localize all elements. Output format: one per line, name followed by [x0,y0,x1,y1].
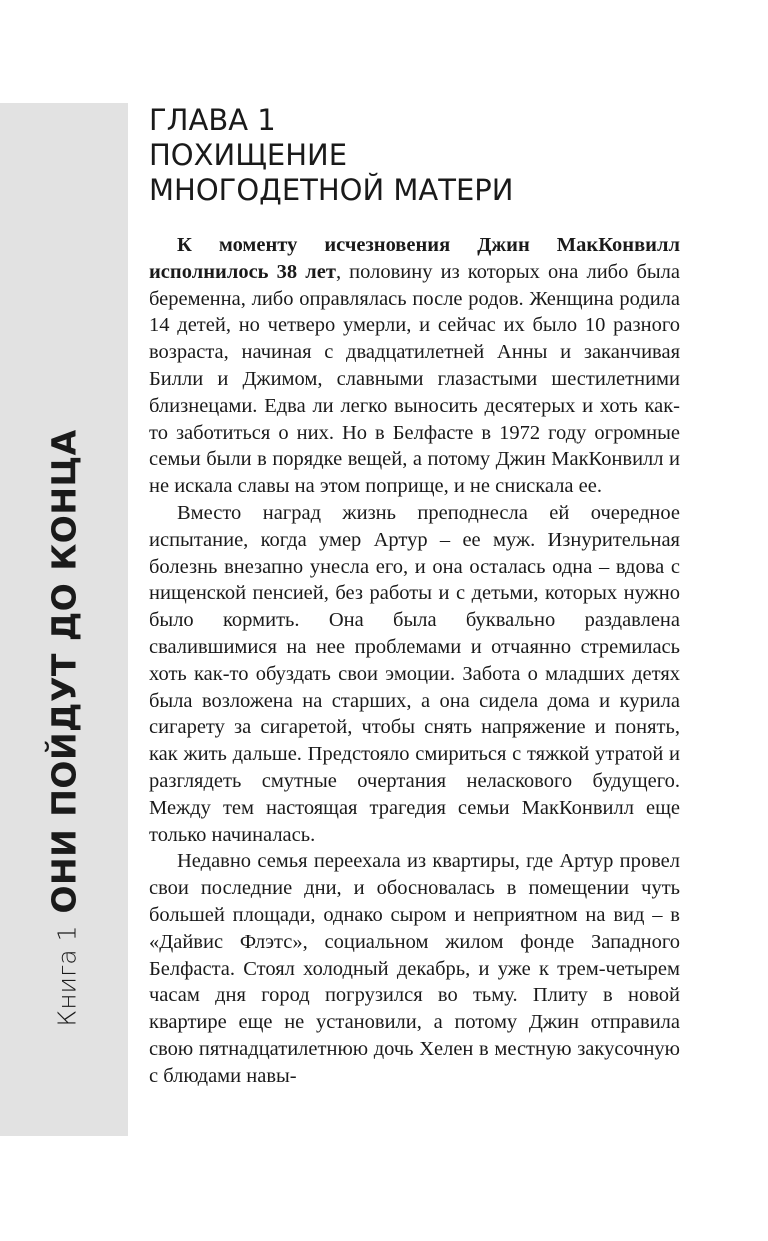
book-series-title: ОНИ ПОЙДУТ ДО КОНЦА [44,429,84,914]
paragraph [149,500,680,848]
book-sidebar [0,103,128,1136]
chapter-title-line-1: ПОХИЩЕНИЕ [149,138,348,172]
chapter-body [149,232,680,1090]
chapter-number: ГЛАВА 1 [149,103,276,137]
paragraph-text: , половину из которых она либо была беременна, либо оправлялась после родов. Женщина родила 14 детей, но четверо умерли, и сейчас их было 10 разного возраста, начиная с двадцатилетней Анны и заканчивая Билли и Джимом, славными глазастыми шестилетними близнецами. Едва ли легко выносить десятерых и хоть как-то заботиться о них. Но в Белфасте в 1972 году огромные семьи были в порядке вещей, а потому Джин МакКонвилл и не искала славы на этом поприще, и не снискала ее. [149,260,681,498]
paragraph [149,848,680,1089]
paragraph-text: Вместо наград жизнь преподнесла ей очередное испытание, когда умер Артур – ее муж. Изнурительная болезнь внезапно унесла его, и она осталась одна – вдова с нищенской пенсией, без работы и с детьми, которых нужно было кормить. Она была буквально раздавлена свалившимися на нее проблемами и отчаянно стремилась хоть как-то обуздать свои эмоции. Забота о младших детях была возложена на старших, а она сидела дома и курила сигарету за сигаретой, чтобы снять напряжение и понять, как жить дальше. Предстояло смириться с тяжкой утратой и разглядеть смутные очертания неласкового будущего. Между тем настоящая трагедия семьи МакКонвилл еще только начиналась. [149,501,680,846]
paragraph-text: Недавно семья переехала из квартиры, где Артур провел свои последние дни, и обосновалась в помещении чуть большей площади, однако сыром и неприятном на вид – в «Дайвис Флэтс», социальном жилом фонде Западного Белфаста. Стоял холодный декабрь, и уже к трем-четырем часам дня город погрузился во тьму. Плиту в новой квартире еще не установили, а потому Джин отправила свою пятнадцатилетнюю дочь Хелен в местную закусочную с блюдами навы- [149,850,680,1087]
book-number-label: Книга 1 [52,925,82,1027]
paragraph [149,232,680,500]
chapter-title-line-2: МНОГОДЕТНОЙ МАТЕРИ [149,173,514,207]
paragraph-lead-in: К моменту исчезновения Джин МакКонвилл исполнилось 38 лет [149,234,680,283]
sidebar-running-title [44,429,84,1027]
chapter-heading [149,103,513,208]
